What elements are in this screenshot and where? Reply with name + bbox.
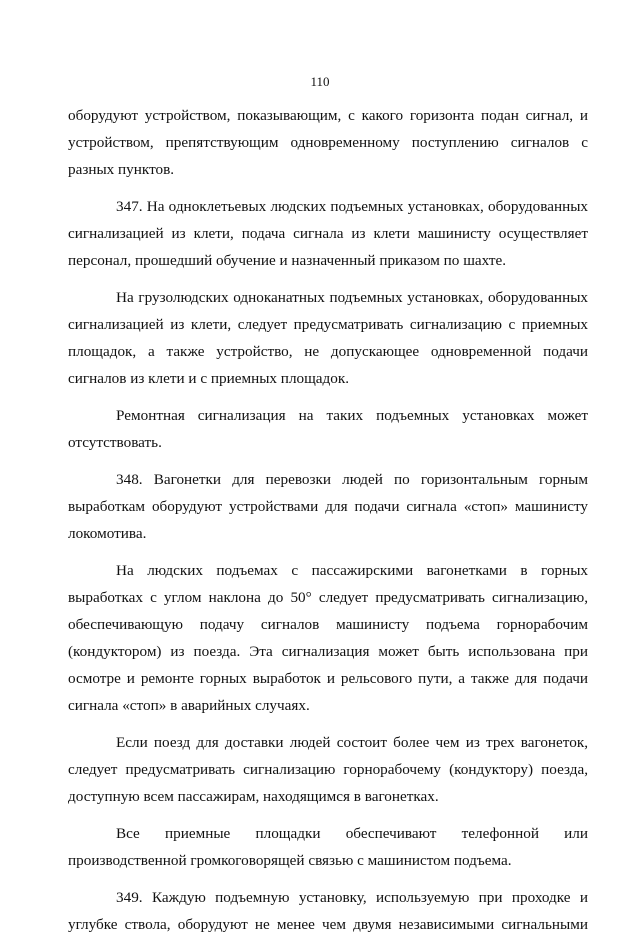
paragraph-cargo-passenger-lifts: На грузолюдских одноканатных подъемных установках, оборудованных сигнализацией из клети, следует предусматривать сигнализацию с приемных площадок, а также устройство, не допускающее одновременной подачи сигналов из клети и с приемных площадок. — [68, 289, 588, 387]
paragraph-348: 348. Вагонетки для перевозки людей по горизонтальным горным выработкам оборудуют устройствами для подачи сигнала «стоп» машинисту локомотива. — [68, 471, 588, 542]
paragraph-passenger-cars: На людских подъемах с пассажирскими вагонетками в горных выработках с углом наклона до 50° следует предусматривать сигнализацию, обеспечивающую подачу сигналов машинисту подъема горнорабочим (кондуктором) из поезда. Эта сигнализация может быть использована при осмотре и ремонте горных выработок и рельсового пути, а также для подачи сигнала «стоп» в аварийных случаях. — [68, 562, 588, 714]
paragraph-train-signalling: Если поезд для доставки людей состоит более чем из трех вагонеток, следует предусматривать сигнализацию горнорабочему (кондуктору) поезда, доступную всем пассажирам, находящимся в вагонетках. — [68, 734, 588, 805]
paragraph-repair-signalling: Ремонтная сигнализация на таких подъемных установках может отсутствовать. — [68, 407, 588, 451]
page-number: 110 — [310, 74, 330, 89]
paragraph-347: 347. На одноклетьевых людских подъемных установках, оборудованных сигнализацией из клети, подача сигнала из клети машинисту осуществляет персонал, прошедший обучение и назначенный приказом по шахте. — [68, 198, 588, 269]
document-body — [68, 102, 588, 938]
paragraph-continuation: оборудуют устройством, показывающим, с какого горизонта подан сигнал, и устройством, препятствующим одновременному поступлению сигналов с разных пунктов. — [68, 107, 588, 178]
paragraph-349: 349. Каждую подъемную установку, используемую при проходке и углубке ствола, оборудуют не менее чем двумя независимыми сигнальными — [68, 889, 588, 933]
paragraph-landing-communication: Все приемные площадки обеспечивают телефонной или производственной громкоговорящей связью с машинистом подъема. — [68, 825, 588, 869]
